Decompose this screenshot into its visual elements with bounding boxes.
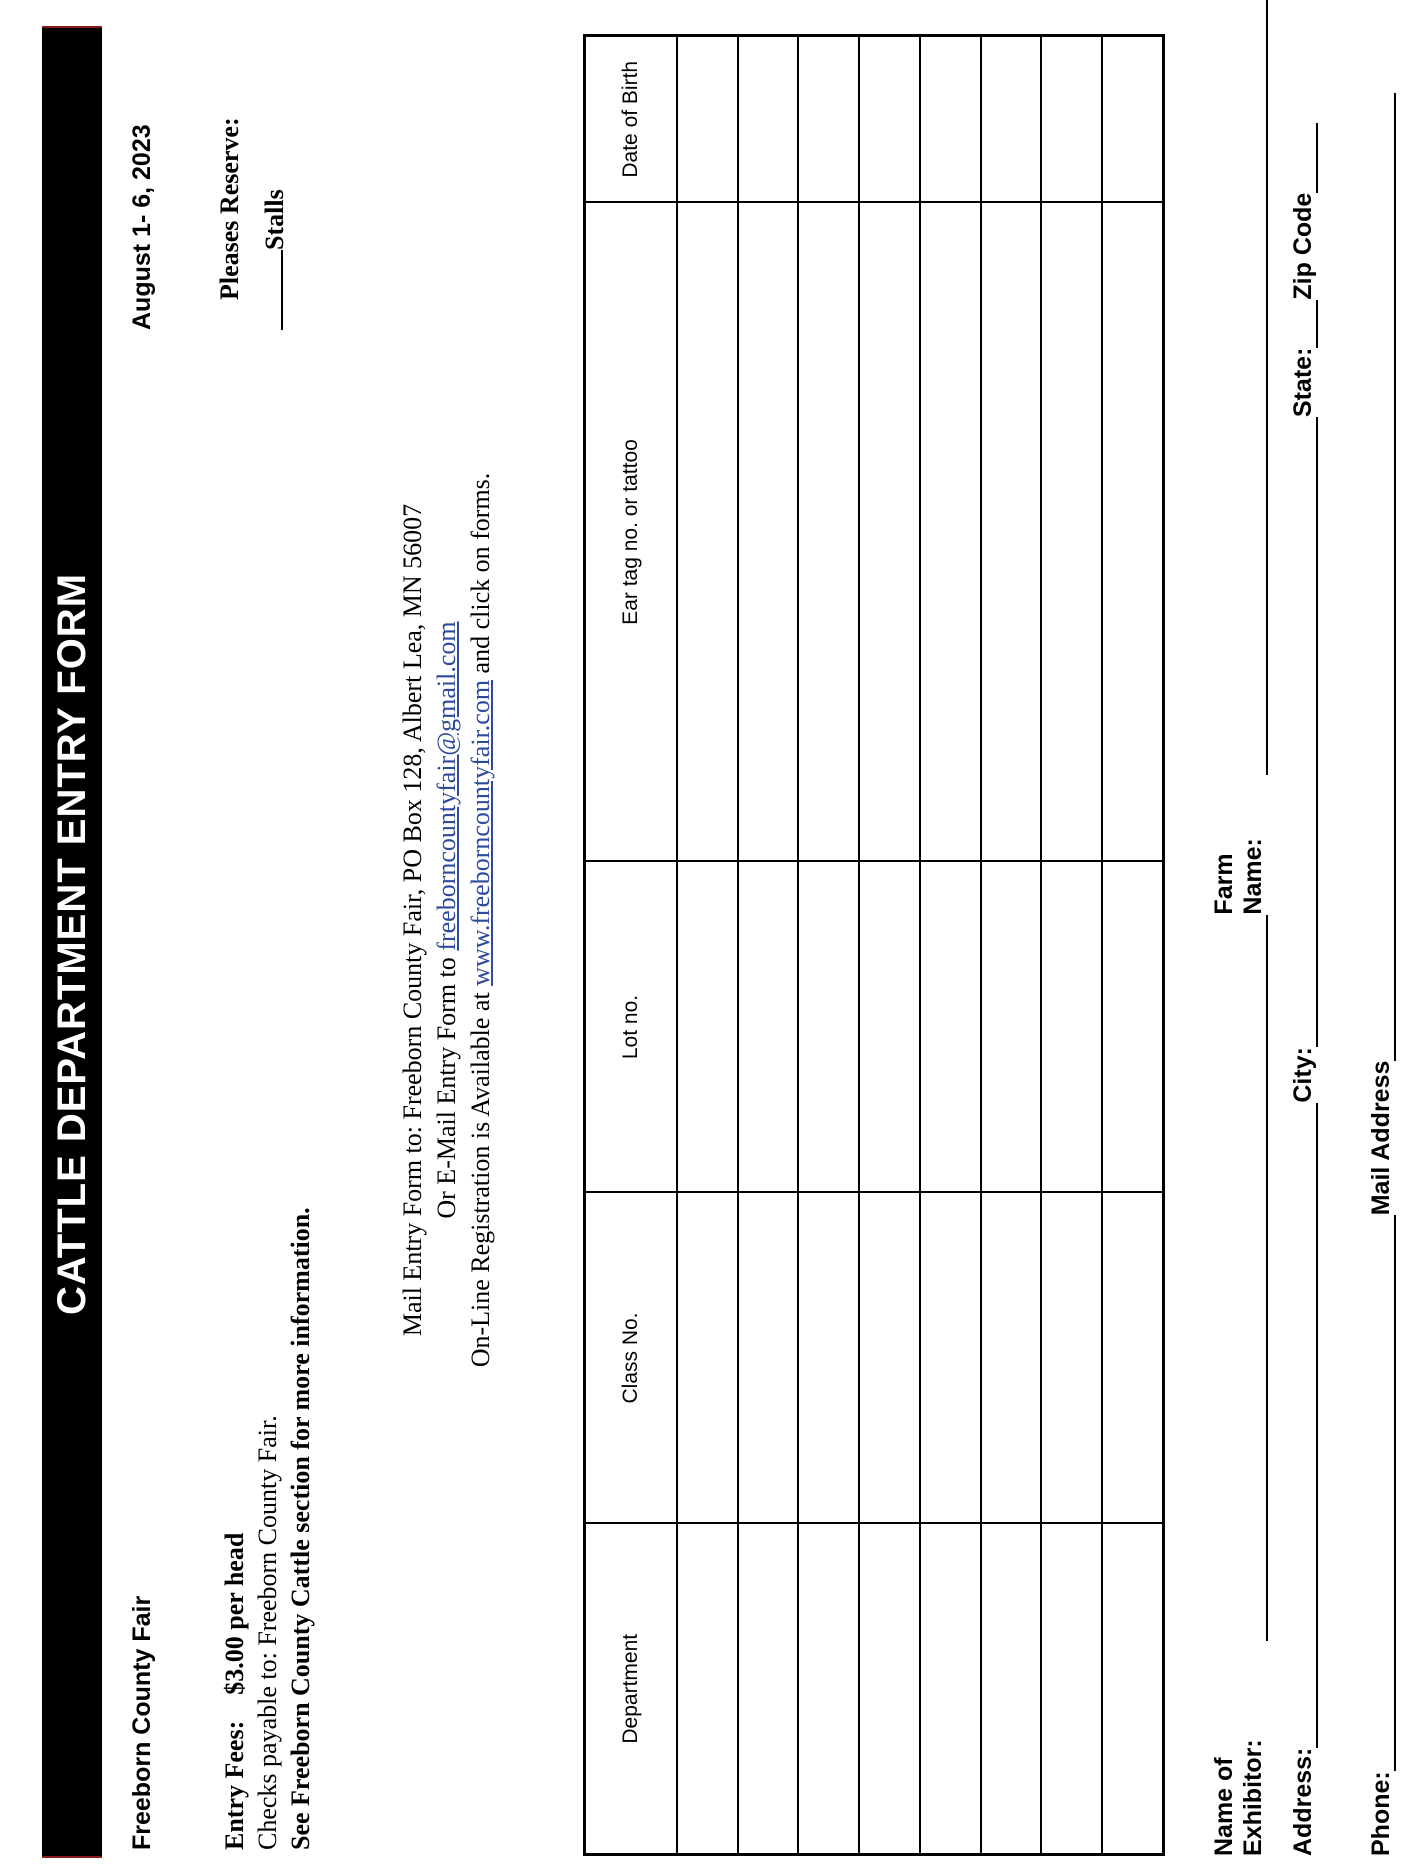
- online-instructions: [466, 470, 496, 1370]
- table-row: [1041, 36, 1102, 1855]
- table-row: [981, 36, 1042, 1855]
- column-header-date-of-birth: Date of Birth: [585, 36, 678, 203]
- website-link[interactable]: www.freeborncountyfair.com: [466, 679, 495, 986]
- table-cell[interactable]: [1041, 36, 1102, 203]
- online-suffix: and click on forms.: [466, 472, 495, 680]
- stalls-label: Stalls: [260, 189, 289, 250]
- table-cell[interactable]: [859, 36, 920, 203]
- table-cell[interactable]: [738, 36, 799, 203]
- table-row: [798, 36, 859, 1855]
- table-cell[interactable]: [859, 862, 920, 1193]
- phone-row: [1366, 93, 1396, 1856]
- column-header-department: Department: [585, 1524, 678, 1855]
- column-header-ear-tag: Ear tag no. or tattoo: [585, 203, 678, 862]
- entry-table: [583, 34, 1165, 1856]
- table-cell[interactable]: [677, 36, 738, 203]
- phone-label: Phone:: [1367, 1771, 1395, 1856]
- address-row: [1288, 123, 1318, 1856]
- exhibitor-label: Name of Exhibitor:: [1210, 1739, 1267, 1856]
- table-cell[interactable]: [798, 862, 859, 1193]
- exhibitor-row: [1210, 0, 1268, 1856]
- table-cell[interactable]: [1041, 1524, 1102, 1855]
- table-body: [677, 36, 1164, 1855]
- checks-payable: Checks payable to: Freeborn County Fair.: [253, 1415, 282, 1850]
- table-row: [859, 36, 920, 1855]
- table-cell[interactable]: [1102, 1524, 1163, 1855]
- city-input[interactable]: [1288, 417, 1318, 1047]
- mail-address-input[interactable]: [1366, 93, 1396, 1061]
- table-cell[interactable]: [981, 203, 1042, 862]
- table-cell[interactable]: [981, 1524, 1042, 1855]
- table-cell[interactable]: [1102, 203, 1163, 862]
- table-cell[interactable]: [859, 1193, 920, 1524]
- email-prefix: Or E-Mail Entry Form to: [432, 950, 461, 1219]
- page-title: CATTLE DEPARTMENT ENTRY FORM: [50, 572, 94, 1316]
- table-row: [920, 36, 981, 1855]
- table-cell[interactable]: [738, 1193, 799, 1524]
- farm-name-label: Farm Name:: [1210, 838, 1267, 915]
- table-cell[interactable]: [798, 36, 859, 203]
- stalls-field[interactable]: [255, 189, 290, 330]
- exhibitor-input[interactable]: [1238, 915, 1268, 1641]
- table-cell[interactable]: [1041, 862, 1102, 1193]
- table-cell[interactable]: [920, 862, 981, 1193]
- table-cell[interactable]: [981, 1193, 1042, 1524]
- table-row: [1102, 36, 1163, 1855]
- table-row: [677, 36, 738, 1855]
- farm-name-input[interactable]: [1238, 0, 1268, 775]
- table-cell[interactable]: [677, 203, 738, 862]
- table-cell[interactable]: [920, 1524, 981, 1855]
- entry-fees-amount: $3.00 per head: [220, 1532, 249, 1695]
- table-cell[interactable]: [677, 1524, 738, 1855]
- table-cell[interactable]: [677, 862, 738, 1193]
- table-cell[interactable]: [798, 1193, 859, 1524]
- zip-input[interactable]: [1288, 123, 1318, 193]
- table-cell[interactable]: [798, 203, 859, 862]
- table-cell[interactable]: [1041, 1193, 1102, 1524]
- table-cell[interactable]: [1041, 203, 1102, 862]
- table-cell[interactable]: [738, 203, 799, 862]
- table-cell[interactable]: [1102, 1193, 1163, 1524]
- see-info: See Freeborn County Cattle section for more information.: [286, 1207, 315, 1850]
- table-cell[interactable]: [920, 1193, 981, 1524]
- table-cell[interactable]: [920, 203, 981, 862]
- table-cell[interactable]: [1102, 36, 1163, 203]
- mail-address-label: Mail Address: [1367, 1060, 1395, 1216]
- table-cell[interactable]: [738, 862, 799, 1193]
- table-row: [738, 36, 799, 1855]
- state-input[interactable]: [1288, 300, 1318, 348]
- table-cell[interactable]: [677, 1193, 738, 1524]
- table-header-row: [585, 36, 678, 1855]
- column-header-class-no: Class No.: [585, 1193, 678, 1524]
- reserve-label: Pleases Reserve:: [215, 117, 244, 300]
- online-prefix: On-Line Registration is Available at: [466, 985, 495, 1368]
- table-cell[interactable]: [859, 1524, 920, 1855]
- table-cell[interactable]: [859, 203, 920, 862]
- email-link[interactable]: freeborncountyfair@gmail.com: [432, 621, 461, 951]
- state-label: State:: [1289, 347, 1317, 418]
- address-input[interactable]: [1288, 1103, 1318, 1748]
- city-label: City:: [1289, 1047, 1317, 1103]
- zip-label: Zip Code: [1289, 192, 1317, 300]
- table-cell[interactable]: [798, 1524, 859, 1855]
- entry-fees: [220, 1533, 250, 1850]
- phone-input[interactable]: [1366, 1215, 1396, 1771]
- address-label: Address:: [1289, 1747, 1317, 1856]
- table-cell[interactable]: [738, 1524, 799, 1855]
- column-header-lot-no: Lot no.: [585, 862, 678, 1193]
- stalls-blank[interactable]: [255, 250, 283, 330]
- table-cell[interactable]: [920, 36, 981, 203]
- table-cell[interactable]: [1102, 862, 1163, 1193]
- event-date: August 1- 6, 2023: [128, 124, 156, 330]
- email-instructions: [432, 470, 462, 1370]
- entry-fees-label: Entry Fees:: [220, 1720, 249, 1850]
- table-cell[interactable]: [981, 36, 1042, 203]
- fair-name: Freeborn County Fair: [128, 1595, 156, 1850]
- table-cell[interactable]: [981, 862, 1042, 1193]
- mail-instructions: Mail Entry Form to: Freeborn County Fair, PO Box 128, Albert Lea, MN 56007: [398, 503, 427, 1337]
